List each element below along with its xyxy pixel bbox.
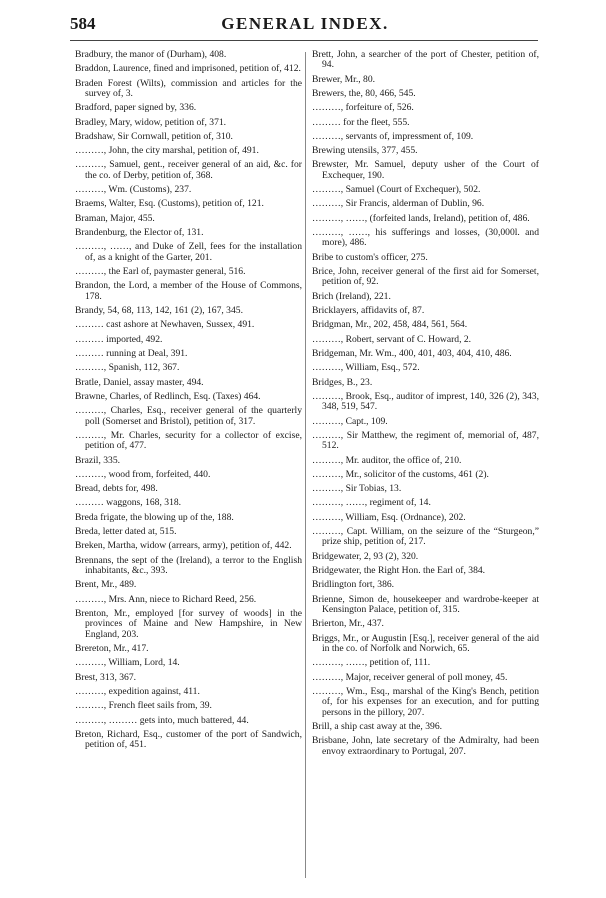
index-entry: Breton, Richard, Esq., customer of the port of Sandwich, petition of, 451. [75,728,302,751]
index-entry: ………, William, Lord, 14. [75,657,180,669]
index-entry: ………, Samuel (Court of Exchequer), 502. [312,184,481,196]
index-entry: ………, John, the city marshal, petition of, 491. [75,145,259,157]
index-entry: ………, Spanish, 112, 367. [75,362,180,374]
index-entry: Bridgman, Mr., 202, 458, 484, 561, 564. [312,319,468,331]
index-entry: Bradbury, the manor of (Durham), 408. [75,49,227,60]
index-entry: Brice, John, receiver general of the first aid for Somerset, petition of, 92. [312,266,539,288]
index-entry: Breda, letter dated at, 515. [75,526,177,538]
index-entry: ………, ……, and Duke of Zell, fees for the installation of, as a knight of the Garter, 201. [75,241,302,263]
index-entry: ……… for the fleet, 555. [312,116,410,128]
index-entry: Breken, Martha, widow (arrears, army), petition of, 442. [75,540,292,552]
index-entry: Brest, 313, 367. [75,671,137,683]
index-entry: Brawne, Charles, of Redlinch, Esq. (Taxes) 464. [75,390,261,402]
index-entry: Brewing utensils, 377, 455. [312,145,418,157]
index-entry: ……… cast ashore at Newhaven, Sussex, 491. [75,319,255,331]
index-entry: ……… waggons, 168, 318. [75,497,182,509]
index-entry: ………, Mrs. Ann, niece to Richard Reed, 256. [75,593,257,605]
index-entry: Braden Forest (Wilts), commission and articles for the survey of, 3. [75,77,302,99]
index-entry: Brandon, the Lord, a member of the House of Commons, 178. [75,280,302,302]
index-entry: ………, Capt. William, on the seizure of the “Sturgeon,” prize ship, petition of, 217. [312,526,539,548]
index-entry: ………, Capt., 109. [312,415,388,427]
index-entry: Brandenburg, the Elector of, 131. [75,227,204,239]
index-entry: ………, Brook, Esq., auditor of imprest, 140, 326 (2), 343, 348, 519, 547. [312,390,539,413]
index-entry: ………, expedition against, 411. [75,685,200,697]
index-entry: ………, Robert, servant of C. Howard, 2. [312,333,472,345]
index-entry: Brereton, Mr., 417. [75,643,149,655]
index-entry: Bread, debts for, 498. [75,483,158,495]
index-entry: Brett, John, a searcher of the port of Chester, petition of, 94. [312,49,539,71]
index-entry: Brewer, Mr., 80. [312,73,376,85]
index-entry: Brent, Mr., 489. [75,579,137,591]
index-entry: Bratle, Daniel, assay master, 494. [75,376,204,388]
index-entry: Brich (Ireland), 221. [312,290,391,302]
index-entry: Brennans, the sept of the (Ireland), a terror to the English inhabitants, &c., 393. [75,554,302,577]
left-column [75,50,302,755]
index-entry: Brazil, 335. [75,454,121,466]
index-entry: Bridlington fort, 386. [312,579,395,591]
index-entry: Braman, Major, 455. [75,212,155,224]
index-entry: ………, Wm. (Customs), 237. [75,184,192,196]
index-entry: ………, William, Esq. (Ordnance), 202. [312,511,466,523]
index-entry: ………, Sir Tobias, 13. [312,483,402,495]
index-entry: Brienne, Simon de, housekeeper and wardrobe-keeper at Kensington Palace, petition of, 315. [312,593,539,616]
index-entry: Bradley, Mary, widow, petition of, 371. [75,116,227,128]
index-entry: Braems, Walter, Esq. (Customs), petition of, 121. [75,198,264,210]
page-title: GENERAL INDEX. [221,14,389,33]
index-entry: ………, ……, petition of, 111. [312,657,431,669]
index-entry: Bricklayers, affidavits of, 87. [312,305,425,317]
index-entry: ………, wood from, forfeited, 440. [75,468,211,480]
index-entry: ………, Sir Matthew, the regiment of, memorial of, 487, 512. [312,429,539,452]
index-entry: Brenton, Mr., employed [for survey of woods] in the provinces of Maine and New Hampshire, in New England, 203. [75,607,302,640]
index-entry: Brisbane, John, late secretary of the Admiralty, had been envoy extraordinary to Portugal, 207. [312,735,539,757]
index-entry: Bridgewater, 2, 93 (2), 320. [312,550,419,562]
index-entry: ………, ……, (forfeited lands, Ireland), petition of, 486. [312,212,530,224]
right-column [312,50,539,761]
index-entry: ………, French fleet sails from, 39. [75,700,212,712]
index-entry: ………, Mr., solicitor of the customs, 461 (2). [312,468,489,480]
index-entry: ………, the Earl of, paymaster general, 516. [75,266,246,278]
header-rule [70,40,538,41]
index-entry: ………, Samuel, gent., receiver general of an aid, &c. for the co. of Derby, petition of, 368. [75,159,302,181]
index-entry: Brill, a ship cast away at the, 396. [312,721,443,733]
index-entry: ………, William, Esq., 572. [312,362,420,374]
page-number: 584 [70,14,96,33]
index-entry: ………, Wm., Esq., marshal of the King's Bench, petition of, for his expenses for an execution, and for putting persons in the pillory, 207. [312,685,539,718]
index-entry: Bridges, B., 23. [312,376,373,388]
index-entry: ………, Mr. Charles, security for a collector of excise, petition of, 477. [75,429,302,452]
column-divider [305,52,306,878]
index-entry: Bridgeman, Mr. Wm., 400, 401, 403, 404, 410, 486. [312,347,512,359]
index-entry: ………, Mr. auditor, the office of, 210. [312,454,462,466]
index-entry: ………, Sir Francis, alderman of Dublin, 96. [312,198,485,210]
index-entry: Brewster, Mr. Samuel, deputy usher of the Court of Exchequer, 190. [312,159,539,181]
index-entry: ………, servants of, impressment of, 109. [312,130,474,142]
index-entry: Brierton, Mr., 437. [312,618,384,630]
index-entry: ………, ……, his sufferings and losses, (30,000l. and more), 486. [312,227,539,249]
page-header [70,14,540,38]
index-entry: ………, ……, regiment of, 14. [312,497,431,509]
index-entry: Bradshaw, Sir Cornwall, petition of, 310. [75,130,233,142]
index-entry: Bribe to custom's officer, 275. [312,251,428,263]
index-entry: Briggs, Mr., or Augustin [Esq.], receiver general of the aid in the co. of Norfolk and Norwich, 65. [312,632,539,655]
index-entry: ………, ……… gets into, much battered, 44. [75,714,249,726]
index-entry: Bradford, paper signed by, 336. [75,102,197,114]
index-entry: ………, Charles, Esq., receiver general of the quarterly poll (Somerset and Bristol), petition of, 317. [75,405,302,427]
index-entry: Brandy, 54, 68, 113, 142, 161 (2), 167, 345. [75,305,243,317]
index-entry: Breda frigate, the blowing up of the, 188. [75,511,234,523]
index-entry: ………, Major, receiver general of poll money, 45. [312,671,508,683]
index-entry: Braddon, Laurence, fined and imprisoned, petition of, 412. [75,63,301,75]
index-entry: Bridgewater, the Right Hon. the Earl of, 384. [312,565,486,577]
index-entry: ………, forfeiture of, 526. [312,102,414,114]
index-entry: Brewers, the, 80, 466, 545. [312,88,416,99]
index-entry: ……… imported, 492. [75,333,163,345]
index-entry: ……… running at Deal, 391. [75,347,188,359]
